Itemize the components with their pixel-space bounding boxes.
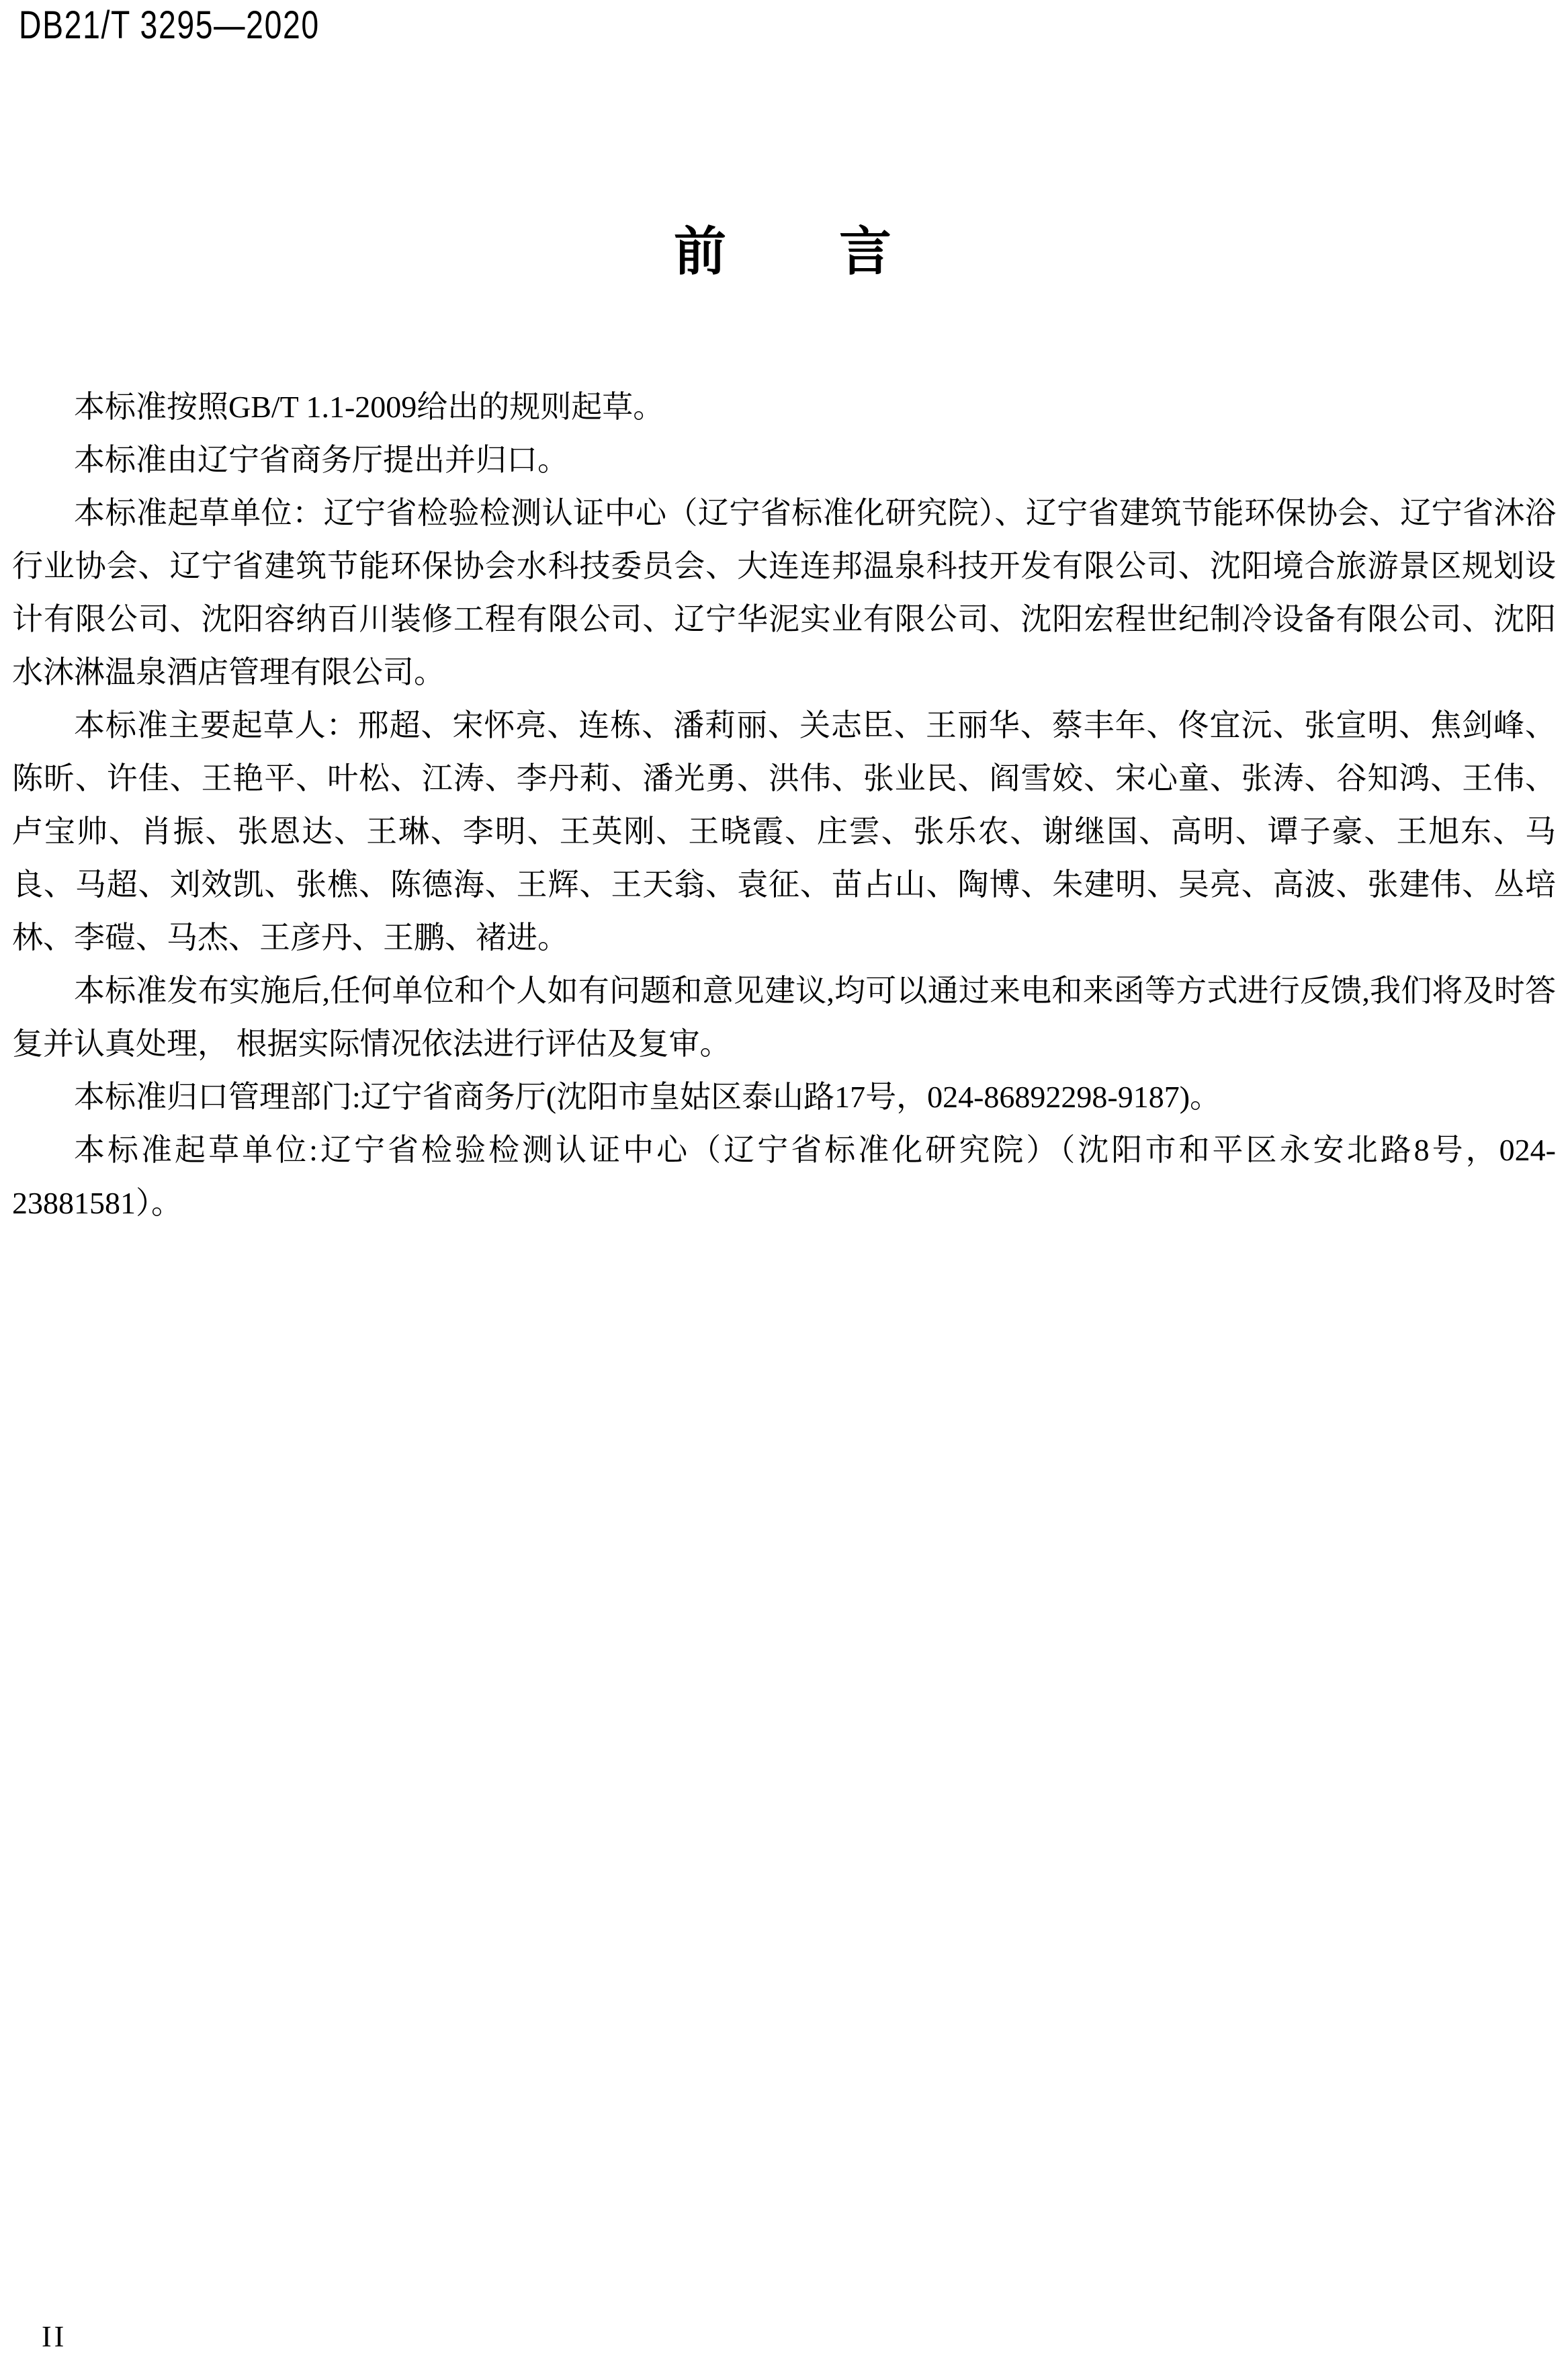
- paragraph-feedback-notice: 本标准发布实施后,任何单位和个人如有问题和意见建议,均可以通过来电和来函等方式进行反馈,我们将及时答复并认真处理， 根据实际情况依法进行评估及复审。: [12, 974, 1556, 1061]
- paragraph-main-drafters: 本标准主要起草人：邢超、宋怀亮、连栋、潘莉丽、关志臣、王丽华、蔡丰年、佟宜沅、张宣明、焦剑峰、陈昕、许佳、王艳平、叶松、江涛、李丹莉、潘光勇、洪伟、张业民、阎雪姣、宋心童、张涛、谷知鸿、王伟、卢宝帅、肖振、张恩达、王琳、李明、王英刚、王晓霞、庄雲、张乐农、谢继国、高明、谭子豪、王旭东、马良、马超、刘效凯、张樵、陈德海、王辉、王天翁、袁征、苗占山、陶博、朱建明、吴亮、高波、张建伟、丛培林、李磑、马杰、王彦丹、王鹏、褚进。: [12, 708, 1556, 955]
- paragraph-proposed-by: 本标准由辽宁省商务厅提出并归口。: [74, 443, 568, 477]
- paragraph-drafting-unit-contact: 本标准起草单位:辽宁省检验检测认证中心（辽宁省标准化研究院）（沈阳市和平区永安北路8号，024-23881581）。: [12, 1133, 1556, 1220]
- page-number: II: [42, 2320, 67, 2353]
- paragraph-administration-contact: 本标准归口管理部门:辽宁省商务厅(沈阳市皇姑区泰山路17号，024-86892298-9187)。: [74, 1080, 1221, 1114]
- paragraph-drafting-rule: 本标准按照GB/T 1.1-2009给出的规则起草。: [74, 390, 664, 424]
- page-title: 前 言: [673, 222, 894, 281]
- standard-code-header: DB21/T 3295—2020: [19, 3, 320, 47]
- paragraph-drafting-organizations: 本标准起草单位：辽宁省检验检测认证中心（辽宁省标准化研究院）、辽宁省建筑节能环保协会、辽宁省沐浴行业协会、辽宁省建筑节能环保协会水科技委员会、大连连邦温泉科技开发有限公司、沈阳境合旅游景区规划设计有限公司、沈阳容纳百川装修工程有限公司、辽宁华泥实业有限公司、沈阳宏程世纪制冷设备有限公司、沈阳水沐淋温泉酒店管理有限公司。: [12, 496, 1556, 689]
- foreword-body: [12, 380, 1556, 1230]
